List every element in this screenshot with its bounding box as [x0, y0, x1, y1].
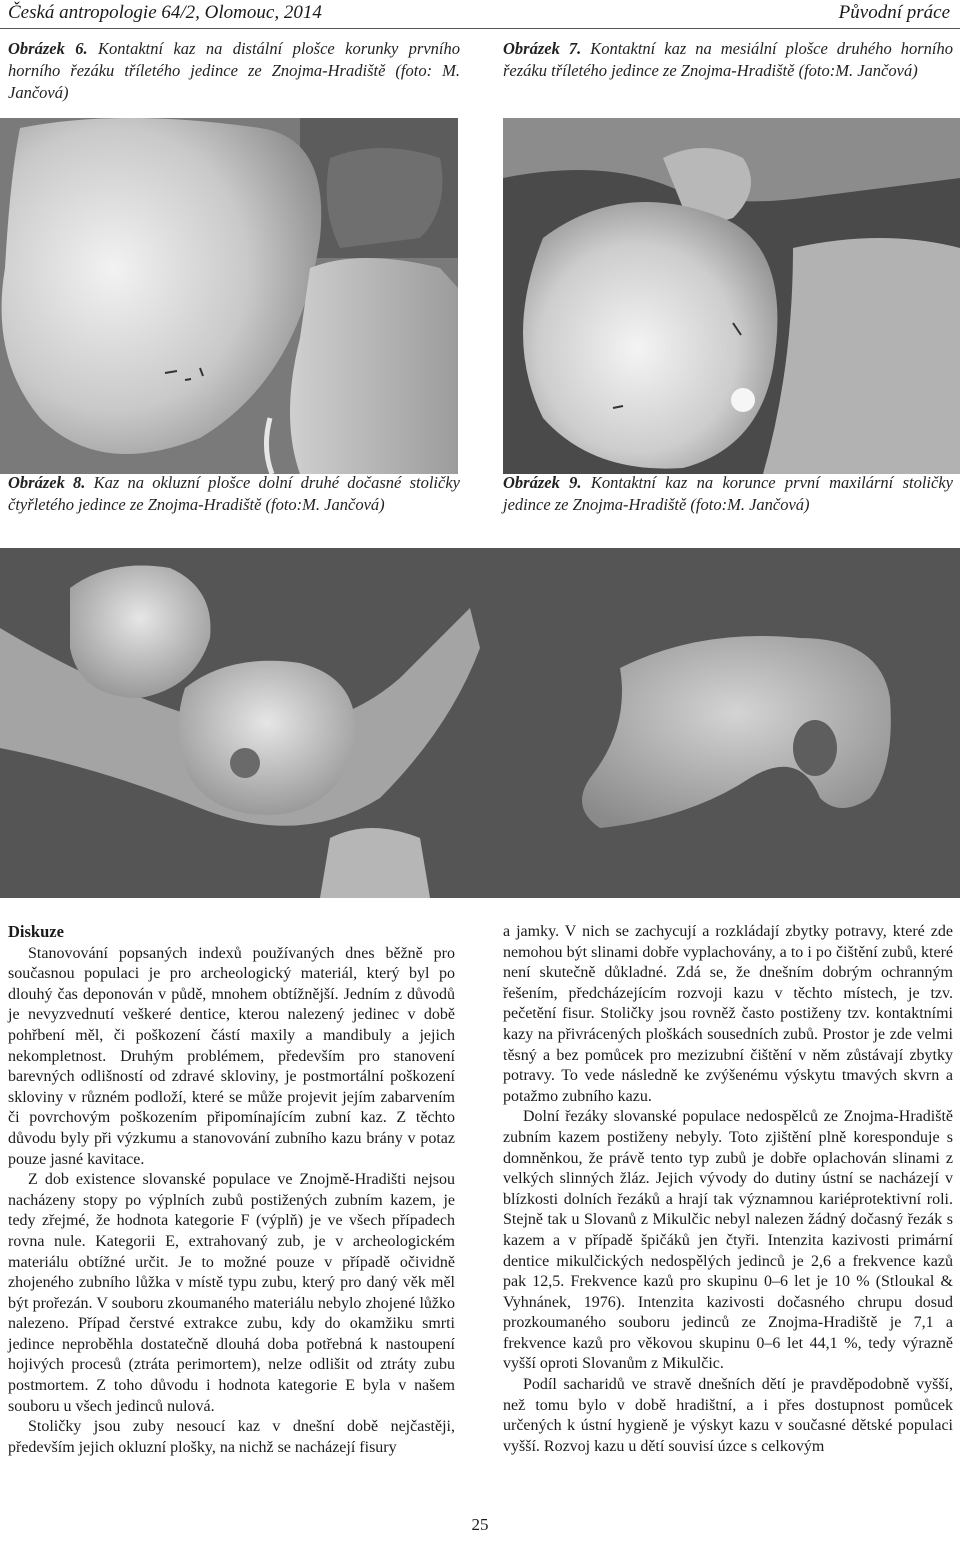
- paragraph: a jamky. V nich se zachycují a rozkládají zbytky potravy, které zde nemohou být slinami dobře vyplachovány, a to i po čištění zubů, které není skutečně důkladné. Zdá se, že dnešním dobrým ochranným řešením, předcházejícím rozvoji kazu v těchto místech, je tzv. pečetění fisur. Stoličky jsou rovněž často postiženy tzv. kontaktními kazy na přivrácených ploškách sousedních zubů. Prostor je zde velmi těsný a bez pomůcek pro mezizubní čištění v něm zůstávají zbytky potravy. To vede následně ke zvýšenému výskytu tmavých skvrn a potažmo zubního kazu.: [503, 923, 953, 1105]
- left-text-column: [8, 922, 455, 1458]
- page-number: 25: [471, 1515, 489, 1534]
- running-header-journal: Česká antropologie 64/2, Olomouc, 2014: [8, 2, 322, 23]
- paragraph: Podíl sacharidů ve stravě dnešních dětí je pravděpodobně vyšší, než tomu bylo v době hradištní, a i přes dostupnost pomůcek určených k ústní hygieně je výskyt kazu v současné dětské populaci vyšší. Rozvoj kazu u dětí souvisí úzce s celkovým: [503, 1376, 953, 1455]
- paragraph: Dolní řezáky slovanské populace nedospělců ze Znojma-Hradiště zubním kazem postiženy nebyly. Toto zjištění plně koresponduje s domněnkou, že právě tento typ zubů je dobře oplachován slinami z velkých slinných žláz. Jejich vývody do dutiny ústní se nacházejí v blízkosti dolních řezáků a hrají tak významnou kariéprotektivní roli. Stejně tak u Slovanů z Mikulčic nebyl nalezen žádný dočasný řezák s kazem a v případě špičáků jen čtyři. Intenzita kazivosti primární dentice mikulčických nedospělých jedinců je 2,6 a frekvence kazů pak 12,5. Frekvence kazů pro skupinu 0–6 let je 10 % (Stloukal & Vyhnánek, 1976). Intenzita kazivosti dočasného chrupu dosud prozkoumaného souboru jedinců ze Znojma-Hradiště je 7,1 a frekvence kazů pro věkovou skupinu 0–6 let 44,1 %, tedy výrazně vyšší oproti Slovanům z Mikulčic.: [503, 1108, 953, 1373]
- section-heading: Diskuze: [8, 922, 64, 941]
- paragraph: Z dob existence slovanské populace ve Znojmě-Hradišti nejsou nacházeny stopy po výplních zubů postižených zubním kazem, je tedy zřejmé, že hodnota kategorie F (výplň) je ve všech případech rovna nule. Kategorii E, extrahovaný zub, je v archeologickém materiálu obtížné určit. Je to možné pouze v případě očividně zhojeného zubního lůžka v místě typu zubu, který pro daný věk měl být prořezán. V souboru zkoumaného materiálu nebylo zhojené lůžko nalezeno. Případ čerstvé extrakce zubu, kdy do okamžiku smrti jedince neproběhla dostatečně dlouhá doba potřebná k nastoupení hojivých procesů (ztráta perimortem), nelze odlišit od ztráty zubu postmortem. Z toho důvodu i hodnota kategorie E byla v našem souboru u všech jedinců nulová.: [8, 1171, 455, 1415]
- figure-7-label: Obrázek 7.: [503, 39, 582, 58]
- figure-8-label: Obrázek 8.: [8, 473, 86, 492]
- paragraph: Stanovování popsaných indexů používaných dnes běžně pro současnou populaci je pro archeologický materiál, který byl po dlouhý čas deponován v půdě, mnohem obtížnější. Jedním z důvodů je nevyzvednutí veškeré dentice, kterou nalezený jedinec v době pohřbení měl, či poškození částí maxily a mandibuly a jejich nekompletnost. Druhým problémem, především pro stanovení barevných odlišností od zdravé skloviny, je postmortální poškození skloviny v různém podloží, které se může projevit jejím zabarvením či povrchovým poškozením připomínajícím zubní kaz. Z těchto důvodu byly při výzkumu a stanovování zubního kazu brány v potaz pouze jasné kavitace.: [8, 944, 455, 1168]
- figure-8-9-photo: [0, 548, 960, 898]
- figure-6-caption: [8, 38, 460, 104]
- running-header-section: Původní práce: [838, 2, 950, 23]
- figure-6-photo: [0, 118, 458, 474]
- figure-8-text: Kaz na okluzní plošce dolní druhé dočasné stoličky čtyřletého jedince ze Znojma-Hradiště (foto:M. Jančová): [8, 473, 460, 514]
- paragraph: Stoličky jsou zuby nesoucí kaz v dnešní době nejčastěji, především jejich okluzní plošky, na nichž se nacházejí fisury: [8, 1418, 455, 1456]
- figure-9-caption: [503, 472, 953, 516]
- figure-6-text: Kontaktní kaz na distální plošce korunky prvního horního řezáku tříletého jedince ze Znojma-Hradiště (foto: M. Jančová): [8, 39, 460, 102]
- figure-7-caption: [503, 38, 953, 82]
- figure-9-label: Obrázek 9.: [503, 473, 582, 492]
- right-text-column: [503, 922, 953, 1457]
- figure-6-label: Obrázek 6.: [8, 39, 88, 58]
- figure-8-caption: [8, 472, 460, 516]
- header-rule: [0, 28, 960, 29]
- figure-9-text: Kontaktní kaz na korunce první maxilární stoličky jedince ze Znojma-Hradiště (foto:M. Jančová): [503, 473, 953, 514]
- figure-7-photo: [503, 118, 960, 474]
- figure-7-text: Kontaktní kaz na mesiální plošce druhého horního řezáku tříletého jedince ze Znojma-Hradiště (foto:M. Jančová): [503, 39, 953, 80]
